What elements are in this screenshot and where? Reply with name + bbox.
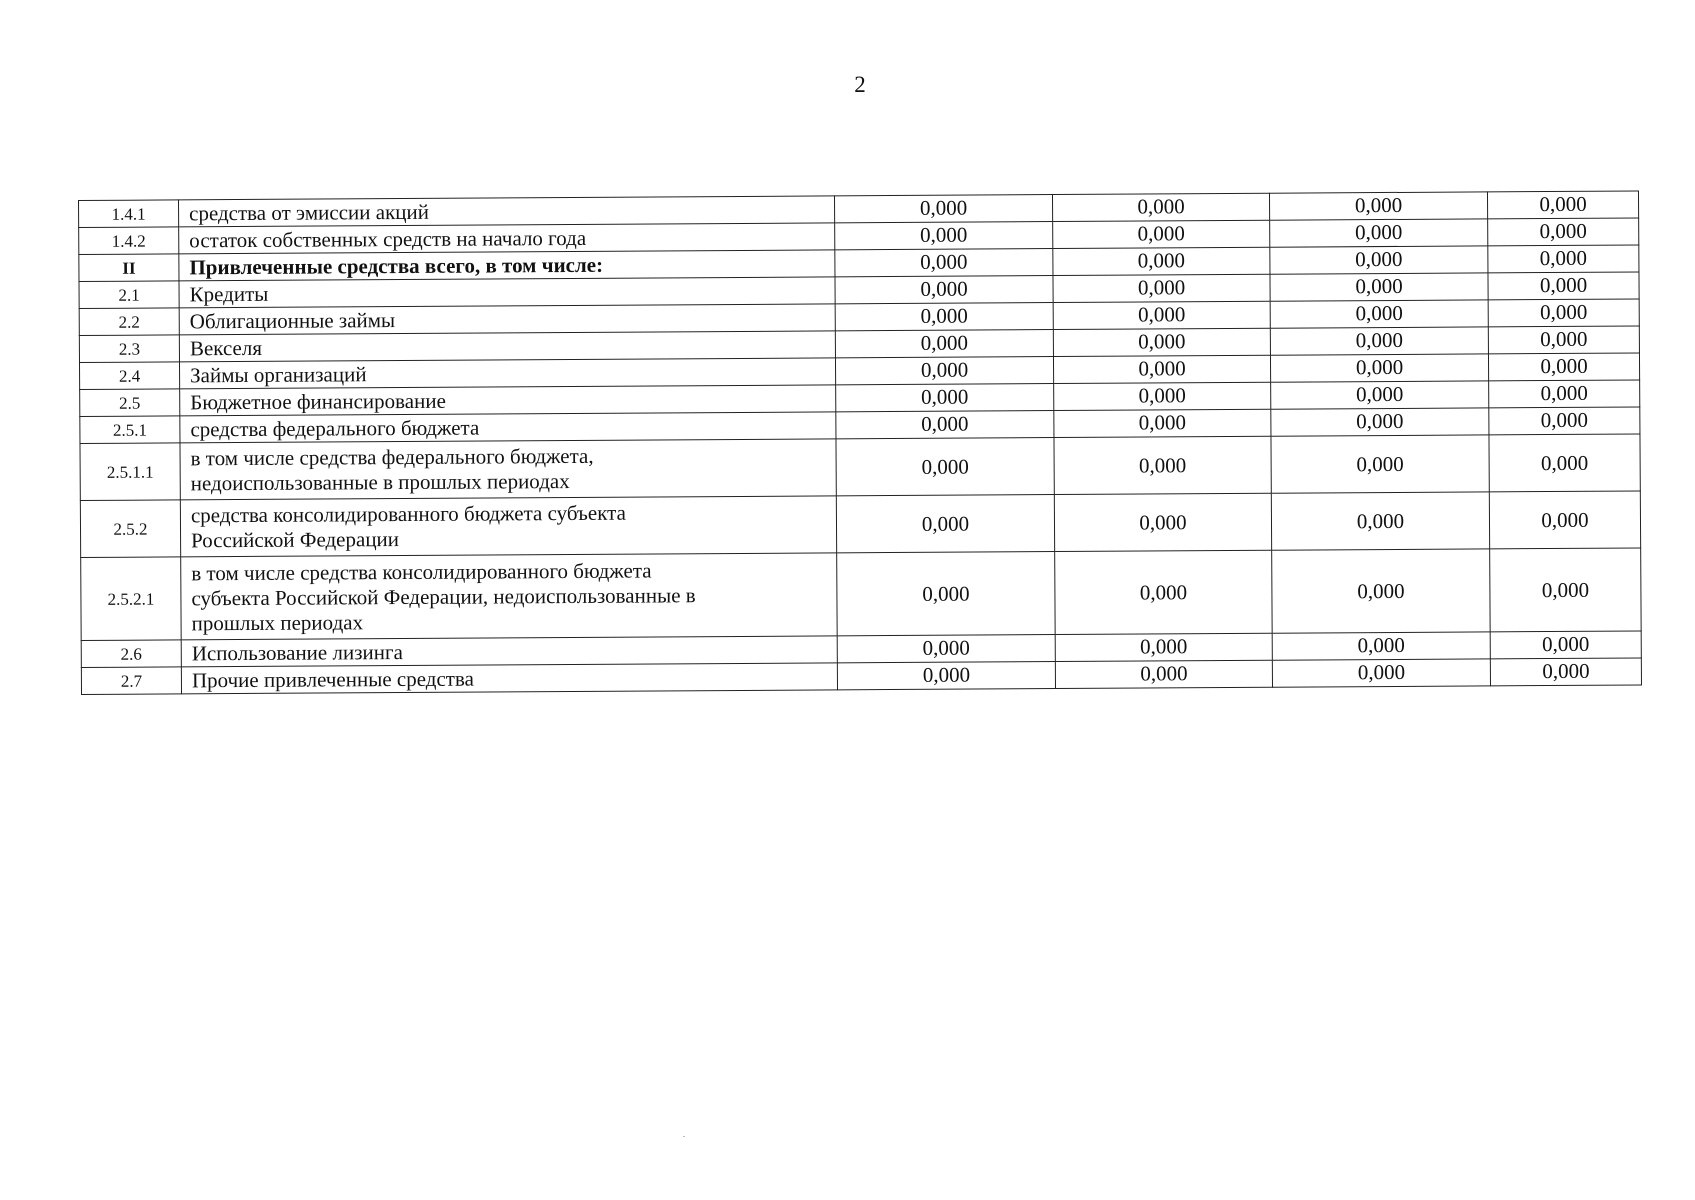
value-cell: 0,000 bbox=[1490, 631, 1641, 659]
funding-sources-table bbox=[78, 190, 1642, 695]
row-label: остаток собственных средств на начало года bbox=[179, 223, 835, 254]
row-label: Прочие привлеченные средства bbox=[181, 663, 837, 694]
row-label: средства от эмиссии акций bbox=[179, 196, 835, 227]
row-label-line: прошлых периодах bbox=[191, 609, 364, 635]
value-cell: 0,000 bbox=[1488, 272, 1639, 300]
row-number: 2.4 bbox=[79, 362, 179, 390]
value-cell: 0,000 bbox=[834, 195, 1052, 223]
value-cell: 0,000 bbox=[1054, 493, 1271, 551]
row-number: 2.3 bbox=[79, 335, 179, 363]
row-number: 2.6 bbox=[81, 640, 181, 668]
value-cell: 0,000 bbox=[1490, 548, 1642, 632]
row-label: Векселя bbox=[179, 331, 835, 362]
value-cell: 0,000 bbox=[1053, 220, 1270, 248]
value-cell: 0,000 bbox=[1489, 407, 1640, 435]
value-cell: 0,000 bbox=[1270, 219, 1488, 247]
value-cell: 0,000 bbox=[835, 249, 1053, 277]
row-label bbox=[181, 553, 837, 640]
value-cell: 0,000 bbox=[1487, 191, 1638, 219]
row-number: 2.5 bbox=[80, 389, 180, 417]
table-row bbox=[81, 548, 1641, 641]
value-cell: 0,000 bbox=[1270, 246, 1488, 274]
row-number: 2.5.1.1 bbox=[80, 443, 180, 501]
value-cell: 0,000 bbox=[1270, 273, 1488, 301]
value-cell: 0,000 bbox=[1055, 660, 1272, 688]
value-cell: 0,000 bbox=[1488, 353, 1639, 381]
value-cell: 0,000 bbox=[1054, 409, 1271, 437]
table-body bbox=[79, 191, 1642, 695]
row-number: 2.7 bbox=[81, 667, 181, 695]
row-number: II bbox=[79, 254, 179, 282]
row-label: Кредиты bbox=[179, 277, 835, 308]
row-number: 2.5.1 bbox=[80, 416, 180, 444]
row-label-line: Российской Федерации bbox=[191, 527, 400, 553]
value-cell: 0,000 bbox=[1053, 301, 1270, 329]
value-cell: 0,000 bbox=[837, 635, 1055, 663]
row-label: Привлеченные средства всего, в том числе: bbox=[179, 250, 835, 281]
value-cell: 0,000 bbox=[1052, 193, 1269, 221]
table-row bbox=[80, 434, 1640, 501]
funding-table-wrapper bbox=[78, 190, 1641, 695]
row-number: 2.1 bbox=[79, 281, 179, 309]
row-label: Займы организаций bbox=[179, 358, 835, 389]
value-cell: 0,000 bbox=[1055, 550, 1273, 634]
value-cell: 0,000 bbox=[1269, 192, 1487, 220]
row-label-line: недоиспользованные в прошлых периодах bbox=[190, 469, 570, 496]
value-cell: 0,000 bbox=[1054, 382, 1271, 410]
row-number: 2.5.2.1 bbox=[81, 557, 182, 641]
value-cell: 0,000 bbox=[1272, 632, 1490, 660]
value-cell: 0,000 bbox=[1055, 633, 1272, 661]
value-cell: 0,000 bbox=[1489, 380, 1640, 408]
value-cell: 0,000 bbox=[836, 411, 1054, 439]
scan-speck bbox=[683, 1136, 685, 1137]
value-cell: 0,000 bbox=[1053, 355, 1270, 383]
row-number: 2.5.2 bbox=[80, 500, 180, 558]
value-cell: 0,000 bbox=[837, 552, 1056, 636]
row-label bbox=[180, 496, 836, 557]
value-cell: 0,000 bbox=[1490, 658, 1641, 686]
row-label: Облигационные займы bbox=[179, 304, 835, 335]
value-cell: 0,000 bbox=[835, 357, 1053, 385]
value-cell: 0,000 bbox=[835, 276, 1053, 304]
row-label: Бюджетное финансирование bbox=[180, 385, 836, 416]
page-number: 2 bbox=[854, 72, 866, 97]
value-cell: 0,000 bbox=[1271, 492, 1489, 550]
value-cell: 0,000 bbox=[1488, 299, 1639, 327]
row-label: Использование лизинга bbox=[181, 636, 837, 667]
row-label-line: субъекта Российской Федерации, недоиспользованные в bbox=[191, 582, 696, 610]
value-cell: 0,000 bbox=[1270, 354, 1488, 382]
value-cell: 0,000 bbox=[1270, 300, 1488, 328]
value-cell: 0,000 bbox=[1272, 549, 1491, 633]
row-label-line: в том числе средства консолидированного бюджета bbox=[191, 558, 652, 585]
value-cell: 0,000 bbox=[836, 495, 1054, 553]
value-cell: 0,000 bbox=[836, 384, 1054, 412]
row-number: 1.4.1 bbox=[79, 200, 179, 228]
value-cell: 0,000 bbox=[1488, 245, 1639, 273]
value-cell: 0,000 bbox=[1488, 218, 1639, 246]
row-label bbox=[180, 439, 836, 500]
value-cell: 0,000 bbox=[1053, 274, 1270, 302]
row-number: 1.4.2 bbox=[79, 227, 179, 255]
value-cell: 0,000 bbox=[1272, 659, 1490, 687]
value-cell: 0,000 bbox=[1054, 436, 1271, 494]
value-cell: 0,000 bbox=[835, 303, 1053, 331]
value-cell: 0,000 bbox=[837, 662, 1055, 690]
value-cell: 0,000 bbox=[1271, 435, 1489, 493]
value-cell: 0,000 bbox=[1489, 434, 1640, 492]
value-cell: 0,000 bbox=[1488, 326, 1639, 354]
value-cell: 0,000 bbox=[1271, 408, 1489, 436]
value-cell: 0,000 bbox=[1489, 491, 1640, 549]
value-cell: 0,000 bbox=[835, 330, 1053, 358]
row-number: 2.2 bbox=[79, 308, 179, 336]
row-label-line: средства консолидированного бюджета субъекта bbox=[190, 500, 626, 528]
value-cell: 0,000 bbox=[835, 222, 1053, 250]
row-label-line: в том числе средства федерального бюджета, bbox=[190, 443, 594, 471]
table-row bbox=[80, 491, 1640, 558]
value-cell: 0,000 bbox=[1053, 247, 1270, 275]
value-cell: 0,000 bbox=[1271, 381, 1489, 409]
value-cell: 0,000 bbox=[1270, 327, 1488, 355]
value-cell: 0,000 bbox=[1053, 328, 1270, 356]
row-label: средства федерального бюджета bbox=[180, 412, 836, 443]
value-cell: 0,000 bbox=[836, 438, 1054, 496]
